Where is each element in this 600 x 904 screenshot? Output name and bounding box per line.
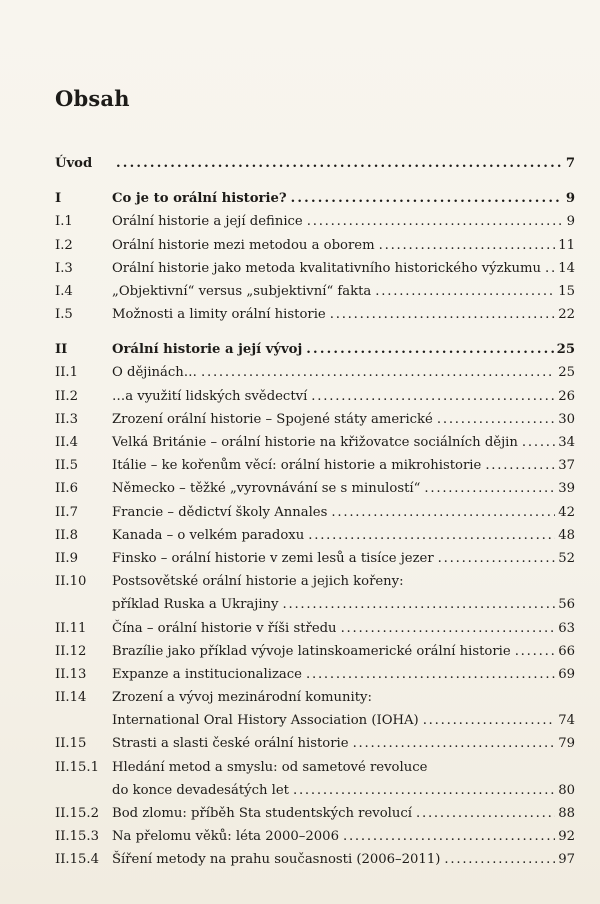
toc-entry	[112, 338, 575, 361]
toc-entry-row	[55, 257, 575, 280]
toc-page-number: 48	[558, 527, 575, 543]
toc-page-number: 66	[558, 643, 575, 659]
toc-page-number: 42	[558, 504, 575, 520]
dot-leader	[444, 848, 555, 871]
toc-entry-row	[55, 408, 575, 431]
toc-entry-title: Brazílie jako příklad vývoje latinskoamerické orální historie	[112, 643, 511, 659]
toc-page-number: 30	[558, 411, 575, 427]
toc-page-number: 92	[558, 829, 575, 845]
toc-entry	[112, 524, 575, 547]
dot-leader	[307, 210, 564, 233]
toc-entry-title: Čína – orální historie v říši středu	[112, 620, 337, 636]
section-gap	[55, 326, 575, 338]
toc-entry	[112, 802, 575, 825]
toc-entry-title: Postsovětské orální historie a jejich kořeny:	[112, 574, 404, 590]
toc-entry-row	[55, 593, 575, 616]
toc-entry-title: Německo – těžké „vyrovnávání se s minulostí“	[112, 481, 421, 497]
toc-entry	[112, 709, 575, 732]
dot-leader	[416, 802, 555, 825]
toc-entry-row	[55, 756, 575, 779]
section-gap	[55, 175, 575, 187]
toc-entry-number: II.7	[55, 504, 79, 520]
toc-entry	[112, 431, 575, 454]
toc-entry-title: International Oral History Association (IOHA)	[112, 713, 419, 729]
toc-entry	[112, 617, 575, 640]
toc-entry	[112, 385, 575, 408]
toc-entry-title: Šíření metody na prahu současnosti (2006–2011)	[112, 852, 441, 868]
toc-page-number: 7	[565, 155, 575, 171]
toc-page-number: 88	[558, 806, 575, 822]
toc-entry-number: I.4	[55, 283, 73, 299]
toc-entry-number: II.15.4	[55, 852, 99, 868]
toc-entry-number: II.10	[55, 574, 87, 590]
dot-leader	[341, 617, 556, 640]
toc-entry	[112, 408, 575, 431]
toc-entry-title: Co je to orální historie?	[112, 191, 287, 207]
toc-page-number: 34	[558, 435, 575, 451]
dot-leader	[522, 431, 555, 454]
toc-entry	[112, 152, 575, 175]
toc-entry-row	[55, 385, 575, 408]
toc-page-number: 9	[565, 191, 575, 207]
toc-page-number: 97	[558, 852, 575, 868]
toc-entry-title: Francie – dědictví školy Annales	[112, 504, 328, 520]
toc-page-number: 11	[558, 237, 575, 253]
dot-leader	[116, 152, 563, 175]
toc-entry	[112, 686, 575, 709]
toc-entry	[112, 825, 575, 848]
toc-entry-row	[55, 617, 575, 640]
toc-page-number: 25	[556, 342, 575, 358]
toc-entry-title: Orální historie jako metoda kvalitativního historického výzkumu	[112, 260, 542, 276]
toc-entry-title: Expanze a institucionalizace	[112, 666, 302, 682]
toc-chapter-row	[55, 338, 575, 361]
dot-leader	[423, 709, 556, 732]
toc-entry-number: I.3	[55, 260, 73, 276]
toc-entry-row	[55, 303, 575, 326]
toc-entry-row	[55, 547, 575, 570]
toc-entry	[112, 570, 575, 593]
toc-page-number: 52	[558, 550, 575, 566]
toc-entry-row	[55, 280, 575, 303]
toc-entry-number: Úvod	[55, 155, 93, 171]
toc-entry	[112, 454, 575, 477]
toc-entry-number: II.8	[55, 527, 79, 543]
toc-entry	[112, 303, 575, 326]
toc-page-number: 26	[558, 388, 575, 404]
toc-entry-number: II	[55, 342, 68, 358]
toc-entry-number: II.3	[55, 411, 79, 427]
dot-leader	[293, 779, 555, 802]
toc-entry-row	[55, 431, 575, 454]
toc-entry-title: Finsko – orální historie v zemi lesů a tisíce jezer	[112, 550, 434, 566]
toc-entry-title: do konce devadesátých let	[112, 782, 289, 798]
dot-leader	[437, 408, 555, 431]
toc-entry-title: O dějinách…	[112, 365, 197, 381]
toc-entry	[112, 732, 575, 755]
toc-entry	[112, 756, 575, 779]
toc-page-number: 74	[558, 713, 575, 729]
toc-entry-title: Bod zlomu: příběh Sta studentských revolucí	[112, 806, 412, 822]
toc-entry	[112, 640, 575, 663]
dot-leader	[330, 303, 555, 326]
toc-entry-row	[55, 848, 575, 871]
dot-leader	[308, 524, 555, 547]
toc-entry	[112, 547, 575, 570]
toc-entry-number: II.15.3	[55, 829, 99, 845]
toc-entry-row	[55, 640, 575, 663]
toc-entry-number: II.11	[55, 620, 87, 636]
toc-entry-number: II.15	[55, 736, 87, 752]
toc-entry-number: II.6	[55, 481, 79, 497]
toc-entry-row	[55, 779, 575, 802]
toc-entry-number: II.5	[55, 458, 79, 474]
toc-entry	[112, 361, 575, 384]
toc-entry-title: Orální historie a její vývoj	[112, 342, 303, 358]
toc-entry-number: I.1	[55, 214, 73, 230]
toc-entry	[112, 257, 575, 280]
toc-entry	[112, 187, 575, 210]
toc-entry-row	[55, 501, 575, 524]
toc-page-number: 56	[558, 597, 575, 613]
page-title: Obsah	[55, 86, 130, 111]
toc-entry-title: Zrození a vývoj mezinárodní komunity:	[112, 690, 372, 706]
toc-entry-row	[55, 362, 575, 385]
toc-entry-title: Možnosti a limity orální historie	[112, 307, 326, 323]
toc-entry-title: Kanada – o velkém paradoxu	[112, 527, 305, 543]
dot-leader	[515, 640, 556, 663]
dot-leader	[306, 338, 553, 361]
toc-page-number: 15	[558, 283, 575, 299]
toc-page-number: 63	[558, 620, 575, 636]
toc-entry-number: I.2	[55, 237, 73, 253]
toc-entry-row	[55, 477, 575, 500]
toc-entry	[112, 210, 575, 233]
dot-leader	[353, 732, 556, 755]
toc-entry-title: Orální historie mezi metodou a oborem	[112, 237, 375, 253]
toc-entry	[112, 593, 575, 616]
toc-entry-title: Strasti a slasti české orální historie	[112, 736, 349, 752]
toc-entry-title: Zrození orální historie – Spojené státy americké	[112, 411, 433, 427]
toc-entry-title: Hledání metod a smyslu: od sametové revoluce	[112, 759, 428, 775]
toc-entry-title: příklad Ruska a Ukrajiny	[112, 597, 279, 613]
toc-page-number: 9	[566, 214, 575, 230]
toc-entry-number: II.4	[55, 435, 79, 451]
toc-entry-number: II.15.1	[55, 759, 99, 775]
toc-entry-number: II.15.2	[55, 806, 99, 822]
toc-entry	[112, 477, 575, 500]
toc-entry-row	[55, 825, 575, 848]
toc-entry-row	[55, 663, 575, 686]
dot-leader	[379, 234, 556, 257]
toc-entry-title: Velká Británie – orální historie na křižovatce sociálních dějin	[112, 435, 518, 451]
toc-entry-number: I.5	[55, 307, 73, 323]
toc-entry-number: II.9	[55, 550, 79, 566]
toc-entry	[112, 280, 575, 303]
toc-entry-title: „Objektivní“ versus „subjektivní“ fakta	[112, 283, 372, 299]
dot-leader	[375, 280, 555, 303]
toc-page-number: 37	[558, 458, 575, 474]
toc-entry-row	[55, 524, 575, 547]
toc-entry-number: II.13	[55, 666, 87, 682]
toc-chapter-row	[55, 187, 575, 210]
toc-page-number: 39	[558, 481, 575, 497]
dot-leader	[485, 454, 555, 477]
dot-leader	[311, 385, 555, 408]
toc-entry-row	[55, 802, 575, 825]
toc-entry-row	[55, 210, 575, 233]
toc-entry	[112, 501, 575, 524]
toc-entry-row	[55, 570, 575, 593]
dot-leader	[291, 187, 563, 210]
toc-entry-number: II.2	[55, 388, 79, 404]
toc-entry-row	[55, 234, 575, 257]
toc-entry-row	[55, 733, 575, 756]
dot-leader	[282, 593, 555, 616]
toc-entry	[112, 779, 575, 802]
dot-leader	[201, 361, 555, 384]
toc-entry-number: II.12	[55, 643, 87, 659]
toc-page-number: 80	[558, 782, 575, 798]
toc-entry-title: Itálie – ke kořenům věcí: orální historie a mikrohistorie	[112, 458, 482, 474]
dot-leader	[424, 477, 555, 500]
toc-entry-number: II.1	[55, 365, 79, 381]
dot-leader	[343, 825, 555, 848]
toc-entry-number: II.14	[55, 690, 87, 706]
toc-page-number: 22	[558, 307, 575, 323]
toc-page-number: 79	[558, 736, 575, 752]
toc-entry-row	[55, 709, 575, 732]
toc-entry-title: Na přelomu věků: léta 2000–2006	[112, 829, 339, 845]
toc-page-number: 14	[558, 260, 575, 276]
dot-leader	[438, 547, 556, 570]
toc-entry-row	[55, 686, 575, 709]
toc-entry-title: …a využití lidských svědectví	[112, 388, 308, 404]
dot-leader	[545, 257, 555, 280]
toc-entry-row	[55, 454, 575, 477]
table-of-contents	[55, 152, 575, 872]
toc-entry	[112, 663, 575, 686]
toc-page-number: 25	[558, 365, 575, 381]
toc-entry	[112, 234, 575, 257]
dot-leader	[331, 501, 555, 524]
toc-entry-number: I	[55, 191, 62, 207]
toc-entry	[112, 848, 575, 871]
toc-entry-title: Orální historie a její definice	[112, 214, 303, 230]
toc-page-number: 69	[558, 666, 575, 682]
toc-chapter-row	[55, 152, 575, 175]
dot-leader	[306, 663, 555, 686]
